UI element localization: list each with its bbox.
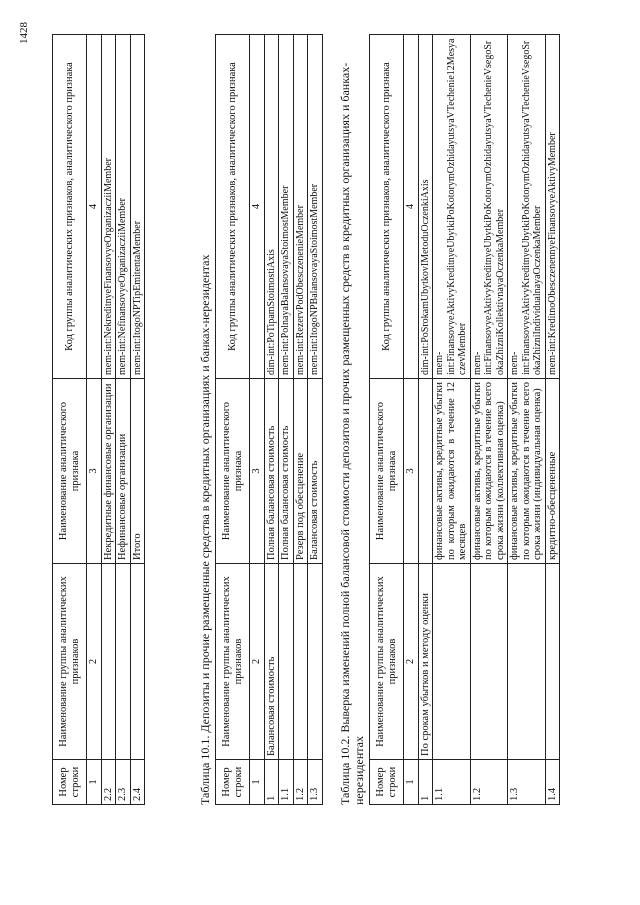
row-name [418, 379, 433, 564]
page-number: 1428 [18, 22, 30, 44]
row-name: финансовые активы, кредитные убытки по которым ожидаются в течение всего срока жизни (индивидуальная оценка) [508, 379, 546, 564]
row-number: 1 [418, 760, 433, 805]
row-name: Полная балансовая стоимость [279, 379, 294, 564]
row-code: dim-int:PoSrokamUbytkovIMetoduOczenkiAxis [418, 35, 433, 379]
row-number: 1.4 [545, 760, 560, 805]
row-name: Итого [130, 379, 145, 564]
row-name: Некредитные финансовые организации [101, 379, 116, 564]
table-10-2-caption: Таблица 10.2. Выверка изменений полной балансовой стоимости депозитов и прочих размещенных средств в кредитных организациях и банках-нерезидентах [338, 62, 366, 805]
row-code: mem-int:FinansovyeAktivyKreditnyeUbytkiPoKotorymOzhidayutsyaVTechenie12MesyaczevMember [433, 35, 471, 379]
row-group [279, 564, 294, 760]
row-number: 2.3 [116, 760, 131, 805]
index-cell: 2 [404, 564, 419, 760]
index-cell: 2 [87, 564, 102, 760]
header-name: Наименование аналитического признака [370, 379, 404, 564]
header-group: Наименование группы аналитических признаков [53, 564, 87, 760]
row-code: mem-int:NekreditnyeFinansovyeOrganizacziiMember [101, 35, 116, 379]
row-number: 1.2 [470, 760, 508, 805]
row-code: mem-int:FinansovyeAktivyKreditnyeUbytkiPoKotorymOzhidayutsyaVTechenieVsegoSrokaZhizniKollektivnayaOczenkaMember [470, 35, 508, 379]
row-group [470, 564, 508, 760]
header-code: Код группы аналитических признаков, аналитического признака [53, 35, 87, 379]
index-cell: 3 [250, 379, 265, 564]
header-number: Номер строки [53, 760, 87, 805]
table-10-2 [369, 34, 560, 805]
row-name: кредитно-обесцененные [545, 379, 560, 564]
header-name: Наименование аналитического признака [53, 379, 87, 564]
table-row [545, 35, 560, 805]
row-group [293, 564, 308, 760]
row-number: 2.4 [130, 760, 145, 805]
index-cell: 1 [87, 760, 102, 805]
index-cell: 3 [404, 379, 419, 564]
header-code: Код группы аналитических признаков, аналитического признака [370, 35, 404, 379]
row-name: Балансовая стоимость [308, 379, 323, 564]
table-row [508, 35, 546, 805]
row-code: mem-int:RezervPodObesczenenieMember [293, 35, 308, 379]
row-name: Полная балансовая стоимость [264, 379, 279, 564]
row-number: 1.3 [308, 760, 323, 805]
row-number: 1.2 [293, 760, 308, 805]
table-row [101, 35, 116, 805]
index-cell: 4 [250, 35, 265, 379]
row-code: mem-int:KreditnoObesczenennyeFinansovyeAktivyMember [545, 35, 560, 379]
header-name: Наименование аналитического признака [216, 379, 250, 564]
row-number: 1.3 [508, 760, 546, 805]
table-row [470, 35, 508, 805]
row-group [545, 564, 560, 760]
table-row [130, 35, 145, 805]
table-a [52, 34, 145, 805]
row-name: финансовые активы, кредитные убытки по которым ожидаются в течение всего срока жизни (коллективная оценка) [470, 379, 508, 564]
row-number: 1.1 [279, 760, 294, 805]
row-name: Резерв под обесценение [293, 379, 308, 564]
row-code: mem-int:FinansovyeAktivyKreditnyeUbytkiPoKotorymOzhidayutsyaVTechenieVsegoSrokaZhizniIndividualnayaOczenkaMember [508, 35, 546, 379]
row-code: mem-int:ItogoNPBalansovayaStoimostMember [308, 35, 323, 379]
row-number: 1.1 [433, 760, 471, 805]
header-code: Код группы аналитических признаков, аналитического признака [216, 35, 250, 379]
index-cell: 3 [87, 379, 102, 564]
row-code: mem-int:NefinansovyeOrganizacziiMember [116, 35, 131, 379]
row-group: По срокам убытков и методу оценки [418, 564, 433, 760]
table-10-1-caption: Таблица 10.1. Депозиты и прочие размещенные средства в кредитных организациях и банках-нерезидентах [198, 254, 212, 805]
table-row [308, 35, 323, 805]
table-10-1-block [198, 35, 323, 805]
row-group [308, 564, 323, 760]
index-cell: 4 [87, 35, 102, 379]
header-number: Номер строки [216, 760, 250, 805]
index-cell: 1 [404, 760, 419, 805]
index-cell: 2 [250, 564, 265, 760]
row-code: mem-int:PolnayaBalansovayaStoimostMember [279, 35, 294, 379]
index-cell: 4 [404, 35, 419, 379]
row-code: dim-int:PoTipamStoimostiAxis [264, 35, 279, 379]
table-10-2-block [338, 35, 560, 805]
row-group: Балансовая стоимость [264, 564, 279, 760]
header-group: Наименование группы аналитических признаков [370, 564, 404, 760]
table-row [116, 35, 131, 805]
row-name: финансовые активы, кредитные убытки по которым ожидаются в течение 12 месяцев [433, 379, 471, 564]
table-row [293, 35, 308, 805]
row-group [116, 564, 131, 760]
row-number: 1 [264, 760, 279, 805]
header-group: Наименование группы аналитических признаков [216, 564, 250, 760]
table-a-block [52, 35, 145, 805]
row-code: mem-int:ItogoNPTipEmitentaMember [130, 35, 145, 379]
row-number: 2.2 [101, 760, 116, 805]
index-cell: 1 [250, 760, 265, 805]
row-group [433, 564, 471, 760]
table-row [418, 35, 433, 805]
row-group [130, 564, 145, 760]
table-row [279, 35, 294, 805]
row-name: Нефинансовые организации [116, 379, 131, 564]
table-10-1 [215, 34, 323, 805]
row-group [101, 564, 116, 760]
header-number: Номер строки [370, 760, 404, 805]
row-group [508, 564, 546, 760]
table-row [264, 35, 279, 805]
table-row [433, 35, 471, 805]
